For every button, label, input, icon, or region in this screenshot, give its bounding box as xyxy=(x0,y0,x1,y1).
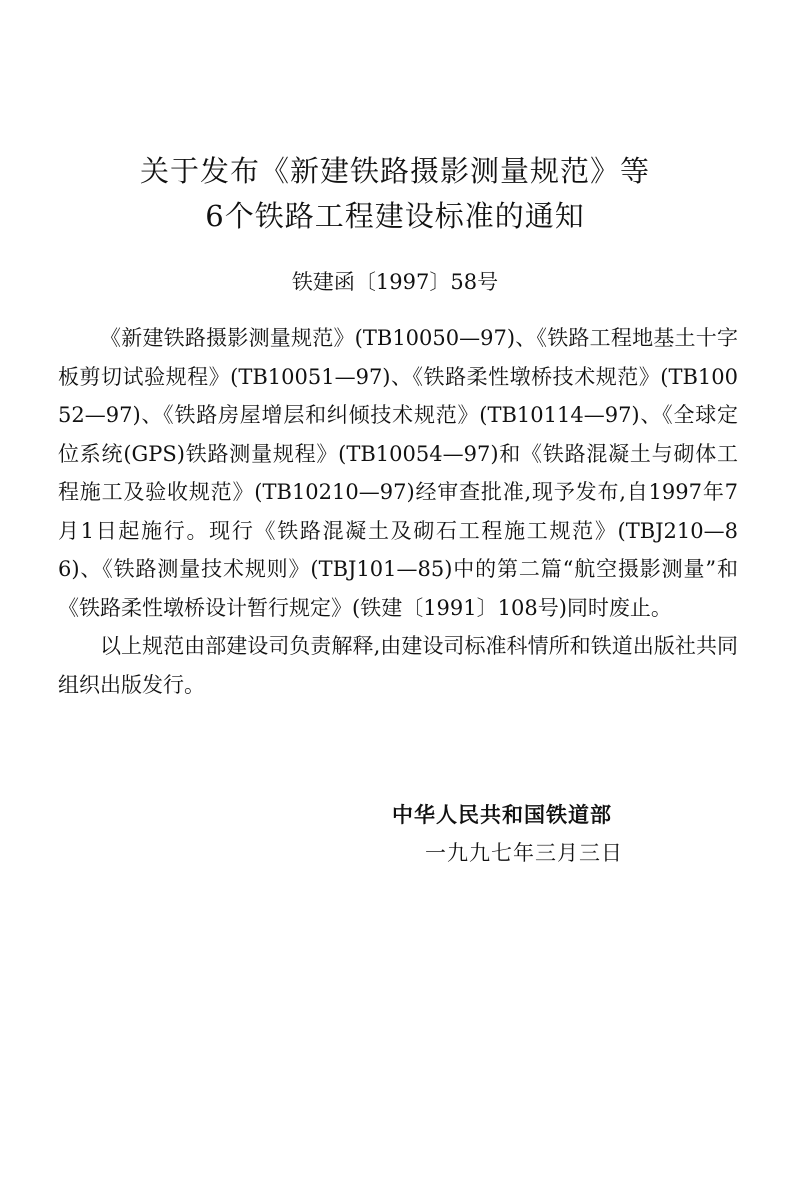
body-paragraph-1: 《新建铁路摄影测量规范》(TB10050—97)、《铁路工程地基土十字板剪切试验规程》(TB10051—97)、《铁路柔性墩桥技术规范》(TB10052—97)、《铁路房屋增层和纠倾技术规范》(TB10114—97)、《全球定位系统(GPS)铁路测量规程》(TB10054—97)和《铁路混凝土与砌体工程施工及验收规范》(TB10210—97)经审查批准,现予发布,自1997年7月1日起施行。现行《铁路混凝土及砌石工程施工规范》(TBJ210—86)、《铁路测量技术规则》(TBJ101—85)中的第二篇“航空摄影测量”和《铁路柔性墩桥设计暂行规定》(铁建〔1991〕108号)同时废止。 xyxy=(58,326,738,620)
title-line-1: 关于发布《新建铁路摄影测量规范》等 xyxy=(139,154,650,188)
notice-body xyxy=(58,319,738,704)
body-paragraph-2: 以上规范由部建设司负责解释,由建设司标准科情所和铁道出版社共同组织出版发行。 xyxy=(58,634,738,697)
document-number: 铁建函〔1997〕58号 xyxy=(291,270,499,294)
issuing-authority: 中华人民共和国铁道部 xyxy=(392,802,612,827)
issue-date: 一九九七年三月三日 xyxy=(425,841,623,865)
title-line-2: 6个铁路工程建设标准的通知 xyxy=(205,199,585,233)
